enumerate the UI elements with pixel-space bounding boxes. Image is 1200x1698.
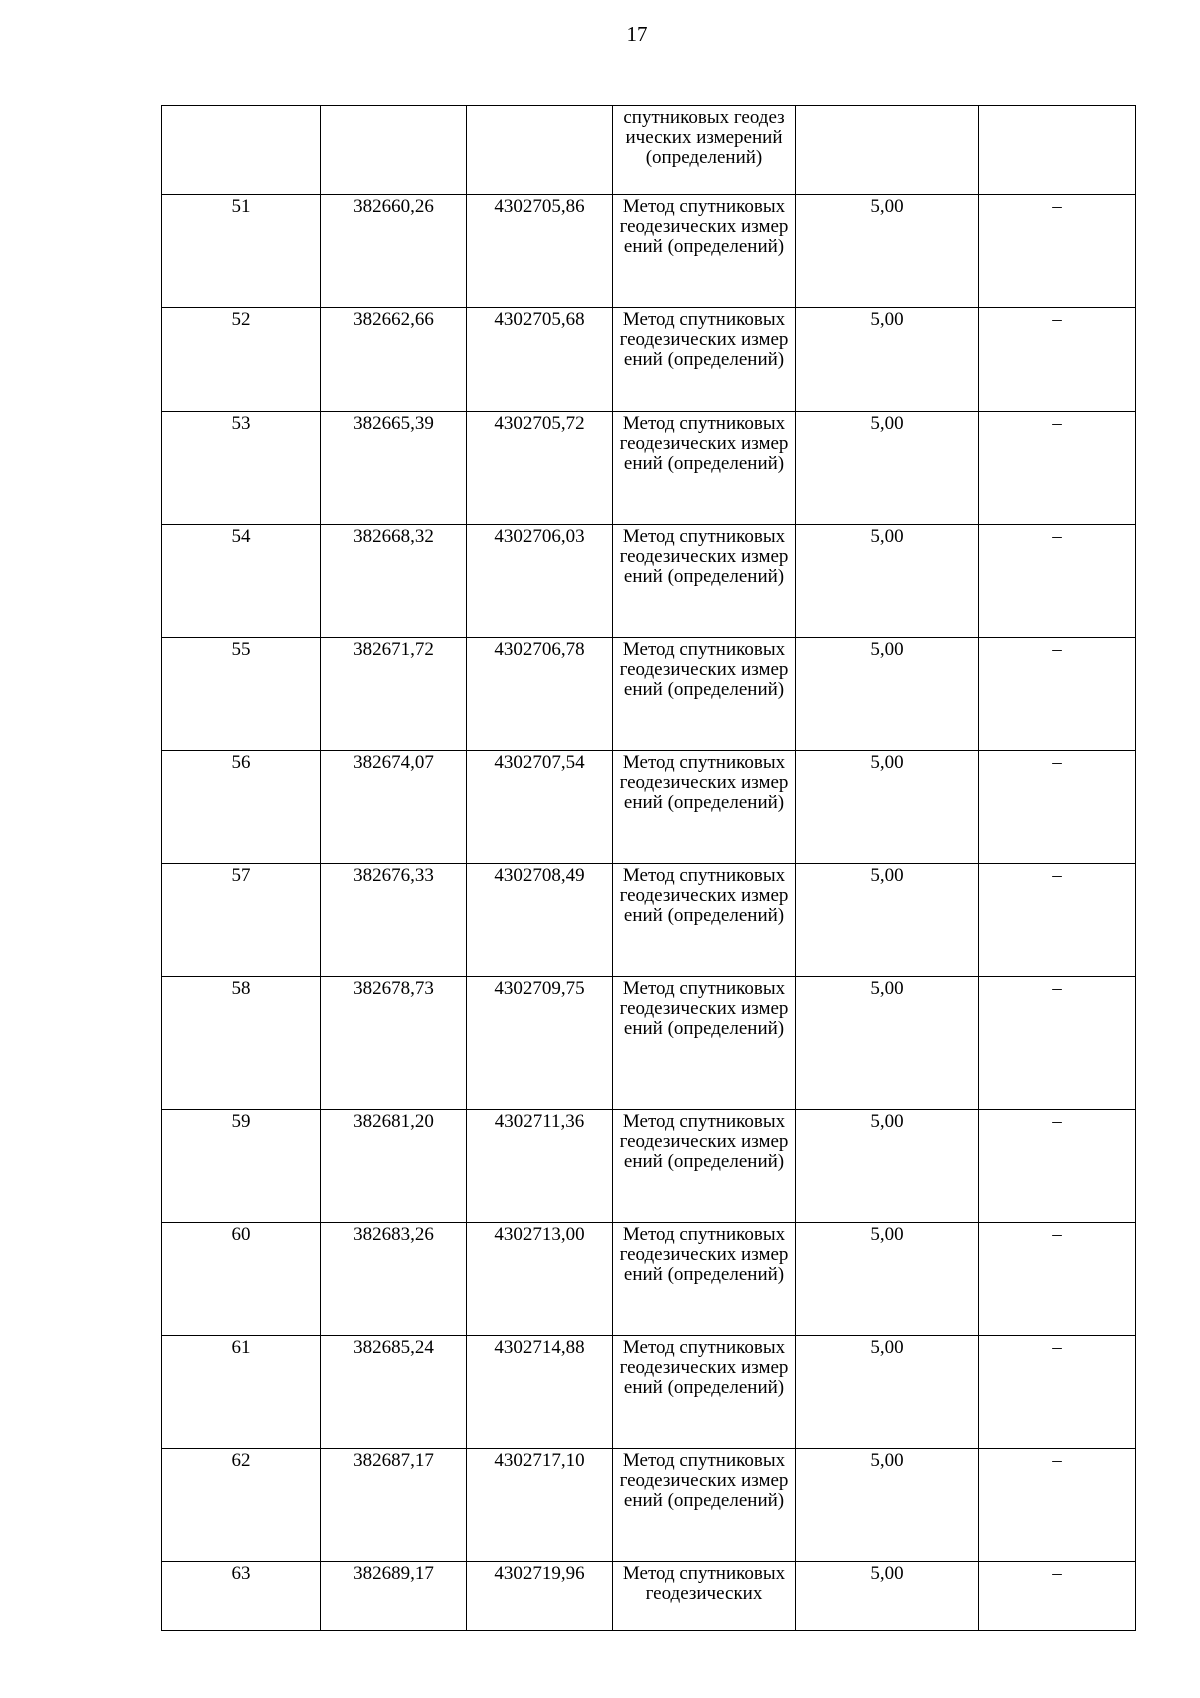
method-cell: Метод спутниковых геодезических измерений (определений) [613, 1223, 796, 1336]
table-row [162, 308, 1136, 412]
y-coordinate-cell: 4302709,75 [467, 977, 613, 1110]
table-row [162, 1449, 1136, 1562]
table-row [162, 1336, 1136, 1449]
table-row [162, 638, 1136, 751]
table-row [162, 412, 1136, 525]
point-number-cell: 54 [162, 525, 321, 638]
point-number-cell: 53 [162, 412, 321, 525]
x-coordinate-cell: 382681,20 [321, 1110, 467, 1223]
y-coordinate-cell [467, 106, 613, 195]
y-coordinate-cell: 4302706,78 [467, 638, 613, 751]
y-coordinate-cell: 4302714,88 [467, 1336, 613, 1449]
y-coordinate-cell: 4302706,03 [467, 525, 613, 638]
coordinates-table [161, 105, 1136, 1631]
accuracy-cell: 5,00 [796, 1223, 979, 1336]
y-coordinate-cell: 4302717,10 [467, 1449, 613, 1562]
point-number-cell: 61 [162, 1336, 321, 1449]
note-cell: – [979, 751, 1136, 864]
point-number-cell: 63 [162, 1562, 321, 1631]
x-coordinate-cell: 382687,17 [321, 1449, 467, 1562]
table-row [162, 106, 1136, 195]
y-coordinate-cell: 4302705,72 [467, 412, 613, 525]
note-cell: – [979, 412, 1136, 525]
y-coordinate-cell: 4302708,49 [467, 864, 613, 977]
accuracy-cell: 5,00 [796, 412, 979, 525]
x-coordinate-cell: 382683,26 [321, 1223, 467, 1336]
method-cell: спутниковых геодезических измерений (определений) [613, 106, 796, 195]
note-cell: – [979, 195, 1136, 308]
point-number-cell: 58 [162, 977, 321, 1110]
accuracy-cell: 5,00 [796, 1562, 979, 1631]
table-row [162, 195, 1136, 308]
table-row [162, 864, 1136, 977]
table-row [162, 751, 1136, 864]
point-number-cell: 60 [162, 1223, 321, 1336]
x-coordinate-cell: 382671,72 [321, 638, 467, 751]
method-cell: Метод спутниковых геодезических измерений (определений) [613, 1449, 796, 1562]
x-coordinate-cell: 382665,39 [321, 412, 467, 525]
x-coordinate-cell: 382685,24 [321, 1336, 467, 1449]
y-coordinate-cell: 4302705,86 [467, 195, 613, 308]
accuracy-cell: 5,00 [796, 1336, 979, 1449]
method-cell: Метод спутниковых геодезических измерений (определений) [613, 638, 796, 751]
point-number-cell: 55 [162, 638, 321, 751]
method-cell: Метод спутниковых геодезических измерений (определений) [613, 308, 796, 412]
note-cell [979, 106, 1136, 195]
note-cell: – [979, 1223, 1136, 1336]
point-number-cell: 62 [162, 1449, 321, 1562]
note-cell: – [979, 1336, 1136, 1449]
x-coordinate-cell: 382678,73 [321, 977, 467, 1110]
method-cell: Метод спутниковых геодезических измерений (определений) [613, 1336, 796, 1449]
accuracy-cell: 5,00 [796, 638, 979, 751]
x-coordinate-cell: 382668,32 [321, 525, 467, 638]
table-row [162, 1110, 1136, 1223]
method-cell: Метод спутниковых геодезических измерений (определений) [613, 751, 796, 864]
method-cell: Метод спутниковых геодезических измерений (определений) [613, 1110, 796, 1223]
page-number: 17 [626, 22, 648, 46]
method-cell: Метод спутниковых геодезических [613, 1562, 796, 1631]
point-number-cell: 56 [162, 751, 321, 864]
table-row [162, 1562, 1136, 1631]
method-cell: Метод спутниковых геодезических измерений (определений) [613, 195, 796, 308]
note-cell: – [979, 977, 1136, 1110]
point-number-cell: 52 [162, 308, 321, 412]
note-cell: – [979, 525, 1136, 638]
accuracy-cell: 5,00 [796, 525, 979, 638]
x-coordinate-cell: 382674,07 [321, 751, 467, 864]
x-coordinate-cell: 382689,17 [321, 1562, 467, 1631]
accuracy-cell: 5,00 [796, 1110, 979, 1223]
accuracy-cell: 5,00 [796, 195, 979, 308]
method-cell: Метод спутниковых геодезических измерений (определений) [613, 412, 796, 525]
method-cell: Метод спутниковых геодезических измерений (определений) [613, 525, 796, 638]
table-row [162, 1223, 1136, 1336]
note-cell: – [979, 1449, 1136, 1562]
method-cell: Метод спутниковых геодезических измерений (определений) [613, 977, 796, 1110]
accuracy-cell: 5,00 [796, 308, 979, 412]
note-cell: – [979, 864, 1136, 977]
note-cell: – [979, 308, 1136, 412]
accuracy-cell: 5,00 [796, 751, 979, 864]
accuracy-cell: 5,00 [796, 1449, 979, 1562]
note-cell: – [979, 1110, 1136, 1223]
y-coordinate-cell: 4302705,68 [467, 308, 613, 412]
accuracy-cell [796, 106, 979, 195]
y-coordinate-cell: 4302713,00 [467, 1223, 613, 1336]
point-number-cell: 57 [162, 864, 321, 977]
point-number-cell [162, 106, 321, 195]
y-coordinate-cell: 4302707,54 [467, 751, 613, 864]
method-cell: Метод спутниковых геодезических измерений (определений) [613, 864, 796, 977]
accuracy-cell: 5,00 [796, 977, 979, 1110]
table-row [162, 977, 1136, 1110]
y-coordinate-cell: 4302719,96 [467, 1562, 613, 1631]
note-cell: – [979, 638, 1136, 751]
x-coordinate-cell: 382676,33 [321, 864, 467, 977]
point-number-cell: 59 [162, 1110, 321, 1223]
x-coordinate-cell: 382662,66 [321, 308, 467, 412]
note-cell: – [979, 1562, 1136, 1631]
table-row [162, 525, 1136, 638]
y-coordinate-cell: 4302711,36 [467, 1110, 613, 1223]
x-coordinate-cell [321, 106, 467, 195]
x-coordinate-cell: 382660,26 [321, 195, 467, 308]
accuracy-cell: 5,00 [796, 864, 979, 977]
point-number-cell: 51 [162, 195, 321, 308]
